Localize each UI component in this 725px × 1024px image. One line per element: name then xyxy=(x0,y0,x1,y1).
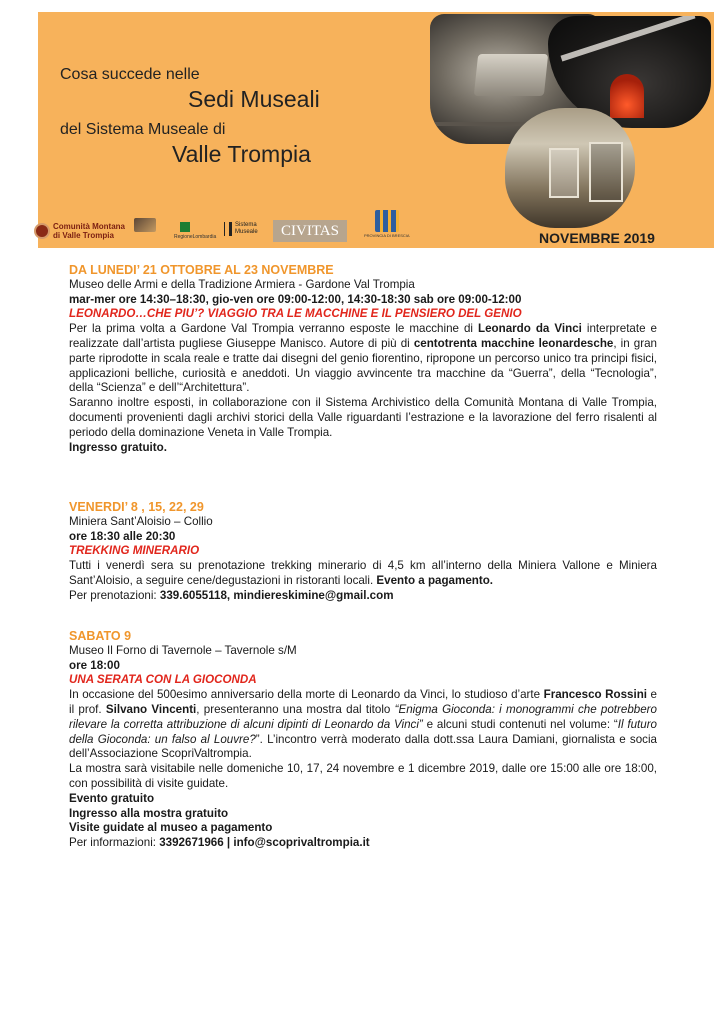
provincia-mark-icon xyxy=(375,210,399,232)
provincia-brescia-logo xyxy=(364,210,410,238)
comunita-line-2: di Valle Trompia xyxy=(53,231,114,240)
event-contact: Per prenotazioni: 339.6055118, mindiereskimine@gmail.com xyxy=(69,588,394,602)
museum-mark-icon xyxy=(134,218,156,232)
museum-system-logo xyxy=(134,218,158,240)
tunnel-arch-shape xyxy=(610,74,644,118)
event-description: Tutti i venerdì sera su prenotazione trekking minerario di 4,5 km all’interno della Miniera Vallone e Miniera Sant’Aloisio, a seguire cene/degustazioni in ristoranti locali. Evento a pagamento. xyxy=(69,559,657,587)
event-title: LEONARDO…CHE PIU’? VIAGGIO TRA LE MACCHINE E IL PENSIERO DEL GENIO xyxy=(69,307,522,321)
event-hours: ore 18:00 xyxy=(69,658,120,672)
event-entry: Ingresso gratuito. xyxy=(69,440,167,454)
event-date: VENERDI’ 8 , 15, 22, 29 xyxy=(69,500,204,514)
contact-value[interactable]: 3392671966 | info@scoprivaltrompia.it xyxy=(159,836,370,850)
mine-cart-shape xyxy=(474,54,548,96)
sistema-line-2: Museale xyxy=(235,229,258,235)
sistema-mark-icon xyxy=(229,222,232,236)
intro-line-2: Sedi Museali xyxy=(188,86,320,112)
event-note: Evento gratuito xyxy=(69,791,155,805)
event-place: Miniera Sant’Aloisio – Collio xyxy=(69,514,213,528)
event-description: Per la prima volta a Gardone Val Trompia verranno esposte le macchine di Leonardo da Vinci interpretate e realizzate dall’artista pugliese Giuseppe Manisco. Autore di più di centotrenta macchine leonardesche, in gran parte riprodotte in scala reale e tratte dai disegni del genio fiorentino, ripropone un percorso unico tra principi fisici, applicazioni belliche, curiosità e aneddoti. Un viaggio avvincente tra macchine da “Guerra”, della “Tecnologia”, della “Scienza” e dell’“Architettura”. xyxy=(69,322,657,395)
provincia-label: PROVINCIA DI BRESCIA xyxy=(364,233,410,238)
regione-lombardia-logo xyxy=(174,222,216,240)
event-item xyxy=(69,263,657,455)
display-case-shape xyxy=(549,148,579,198)
comunita-montana-logo xyxy=(34,222,125,240)
sistema-museale-logo xyxy=(224,222,258,236)
intro-line-3: del Sistema Museale di xyxy=(60,121,226,138)
comunita-line-1: Comunità Montana xyxy=(53,222,125,231)
event-item xyxy=(69,629,657,851)
rock-vein-shape xyxy=(560,16,695,61)
intro-line-1: Cosa succede nelle xyxy=(60,66,200,83)
display-case-shape xyxy=(589,142,623,202)
event-description: In occasione del 500esimo anniversario della morte di Leonardo da Vinci, lo studioso d’arte Francesco Rossini e il prof. Silvano Vincenti, presenteranno una mostra dal titolo “Enigma Gioconda: i monogrammi che potrebbero rilevare la corretta attribuzione di alcuni dipinti di Leonardo da Vinci” e alcuni studi contenuti nel volume: “Il futuro della Gioconda: un falso al Louvre?”. L’incontro verrà moderato dalla dott.ssa Laura Damiani, giornalista e socia dell’Associazione ScopriValtrompia. xyxy=(69,688,657,761)
issue-month: NOVEMBRE 2019 xyxy=(539,230,655,246)
regione-label: RegioneLombardia xyxy=(174,234,217,240)
event-hours: ore 18:30 alle 20:30 xyxy=(69,529,176,543)
event-description-2: La mostra sarà visitabile nelle domeniche 10, 17, 24 novembre e 1 dicembre 2019, dalle ore 15:00 alle ore 18:00, con possibilità di visite guidate. xyxy=(69,762,657,790)
museum-room-photo xyxy=(505,108,635,228)
contact-value[interactable]: 339.6055118, mindiereskimine@gmail.com xyxy=(159,588,394,602)
event-place: Museo delle Armi e della Tradizione Armiera - Gardone Val Trompia xyxy=(69,277,415,291)
event-date: SABATO 9 xyxy=(69,629,132,643)
regione-mark-icon xyxy=(180,222,190,232)
event-date: DA LUNEDI’ 21 OTTOBRE AL 23 NOVEMBRE xyxy=(69,263,334,277)
sistema-line-1: Sistema xyxy=(235,222,257,228)
intro-line-4: Valle Trompia xyxy=(172,141,311,167)
event-contact: Per informazioni: 3392671966 | info@scoprivaltrompia.it xyxy=(69,836,370,850)
event-place: Museo Il Forno di Tavernole – Tavernole s/M xyxy=(69,643,297,657)
comunita-emblem-icon xyxy=(34,223,50,239)
event-title: TREKKING MINERARIO xyxy=(69,544,200,558)
civitas-logo: CIVITAS xyxy=(273,220,347,242)
event-hours: mar-mer ore 14:30–18:30, gio-ven ore 09:00-12:00, 14:30-18:30 sab ore 09:00-12:00 xyxy=(69,292,522,306)
event-note: Visite guidate al museo a pagamento xyxy=(69,821,273,835)
event-item xyxy=(69,500,657,604)
event-description-2: Saranno inoltre esposti, in collaborazione con il Sistema Archivistico della Comunità Montana di Valle Trompia, documenti provenienti dagli archivi storici della Valle riguardanti l’estrazione e la lavorazione del ferro risalenti al periodo della dominazione Veneta in Valle Trompia. xyxy=(69,396,657,439)
event-note: Ingresso alla mostra gratuito xyxy=(69,806,229,820)
event-title: UNA SERATA CON LA GIOCONDA xyxy=(69,673,257,687)
